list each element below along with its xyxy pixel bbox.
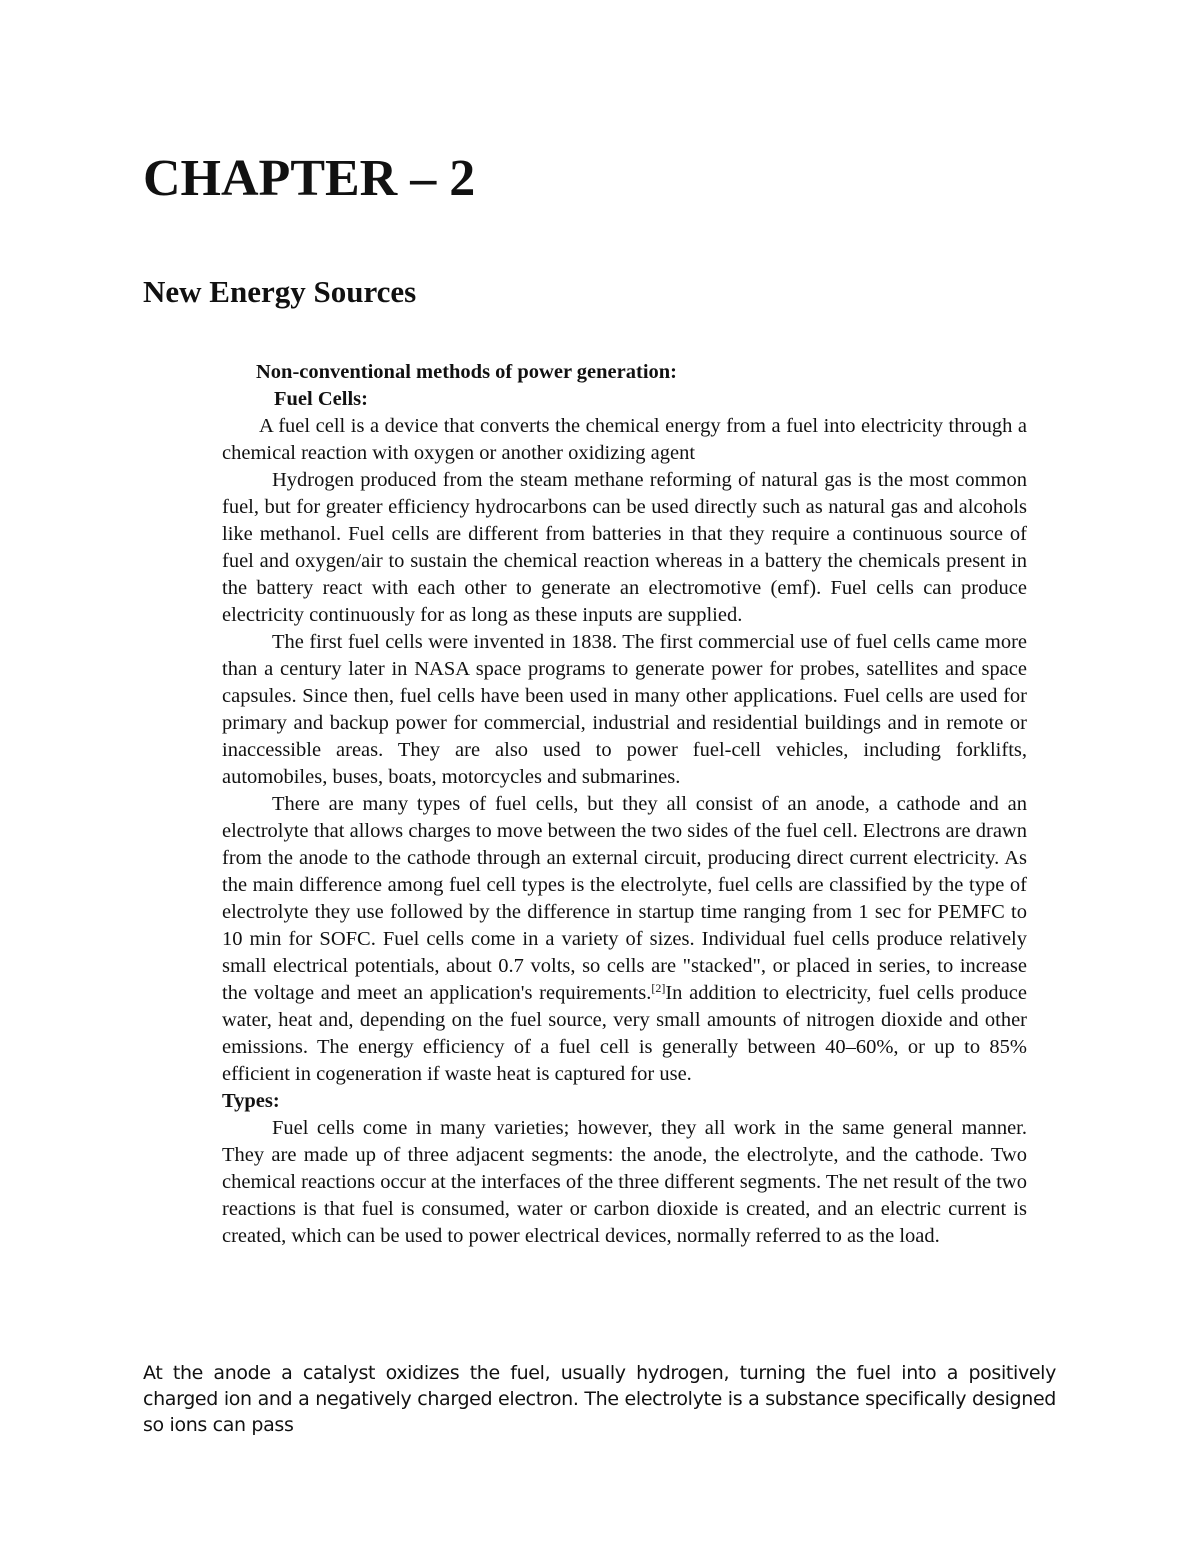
subheading: Non-conventional methods of power generation: bbox=[256, 361, 677, 383]
types-heading: Types: bbox=[222, 1090, 280, 1112]
paragraph-hydrogen: Hydrogen produced from the steam methane reforming of natural gas is the most common fuel, but for greater efficiency hydrocarbons can be used directly such as natural gas and alcohols like methanol. Fuel cells are different from batteries in that they require a continuous source of fuel and oxygen/air to sustain the chemical reaction whereas in a battery the chemicals present in the battery react with each other to generate an electromotive (emf). Fuel cells can produce electricity continuously for as long as these inputs are supplied. bbox=[222, 469, 1027, 626]
chapter-title: CHAPTER – 2 bbox=[143, 150, 476, 207]
section-title: New Energy Sources bbox=[143, 274, 417, 309]
body-column bbox=[222, 359, 1027, 1250]
paragraph-anode: At the anode a catalyst oxidizes the fuel, usually hydrogen, turning the fuel into a positively charged ion and a negatively charged electron. The electrolyte is a substance specifically designed so ions can pass bbox=[143, 1362, 1056, 1436]
paragraph-intro: A fuel cell is a device that converts the chemical energy from a fuel into electricity through a chemical reaction with oxygen or another oxidizing agent bbox=[222, 415, 1027, 464]
paragraph-types-part-b: In addition to electricity, fuel cells produce water, heat and, depending on the fuel source, very small amounts of nitrogen dioxide and other emissions. The energy efficiency of a fuel cell is generally between 40–60%, or up to 85% efficient in cogeneration if waste heat is captured for use. bbox=[222, 982, 1027, 1085]
paragraph-types bbox=[222, 791, 1027, 1088]
fuel-cells-heading: Fuel Cells: bbox=[274, 388, 368, 410]
paragraph-history: The first fuel cells were invented in 1838. The first commercial use of fuel cells came more than a century later in NASA space programs to generate power for probes, satellites and space capsules. Since then, fuel cells have been used in many other applications. Fuel cells are used for primary and backup power for commercial, industrial and residential buildings and in remote or inaccessible areas. They are also used to power fuel-cell vehicles, including forklifts, automobiles, buses, boats, motorcycles and submarines. bbox=[222, 631, 1027, 788]
paragraph-varieties: Fuel cells come in many varieties; however, they all work in the same general manner. They are made up of three adjacent segments: the anode, the electrolyte, and the cathode. Two chemical reactions occur at the interfaces of the three different segments. The net result of the two reactions is that fuel is consumed, water or carbon dioxide is created, and an electric current is created, which can be used to power electrical devices, normally referred to as the load. bbox=[222, 1117, 1027, 1247]
citation-link[interactable]: [2] bbox=[651, 981, 666, 995]
paragraph-types-part-a: There are many types of fuel cells, but they all consist of an anode, a cathode and an electrolyte that allows charges to move between the two sides of the fuel cell. Electrons are drawn from the anode to the cathode through an external circuit, producing direct current electricity. As the main difference among fuel cell types is the electrolyte, fuel cells are classified by the type of electrolyte they use followed by the difference in startup time ranging from 1 sec for PEMFC to 10 min for SOFC. Fuel cells come in a variety of sizes. Individual fuel cells produce relatively small electrical potentials, about 0.7 volts, so cells are "stacked", or placed in series, to increase the voltage and meet an application's requirements. bbox=[222, 793, 1027, 1004]
